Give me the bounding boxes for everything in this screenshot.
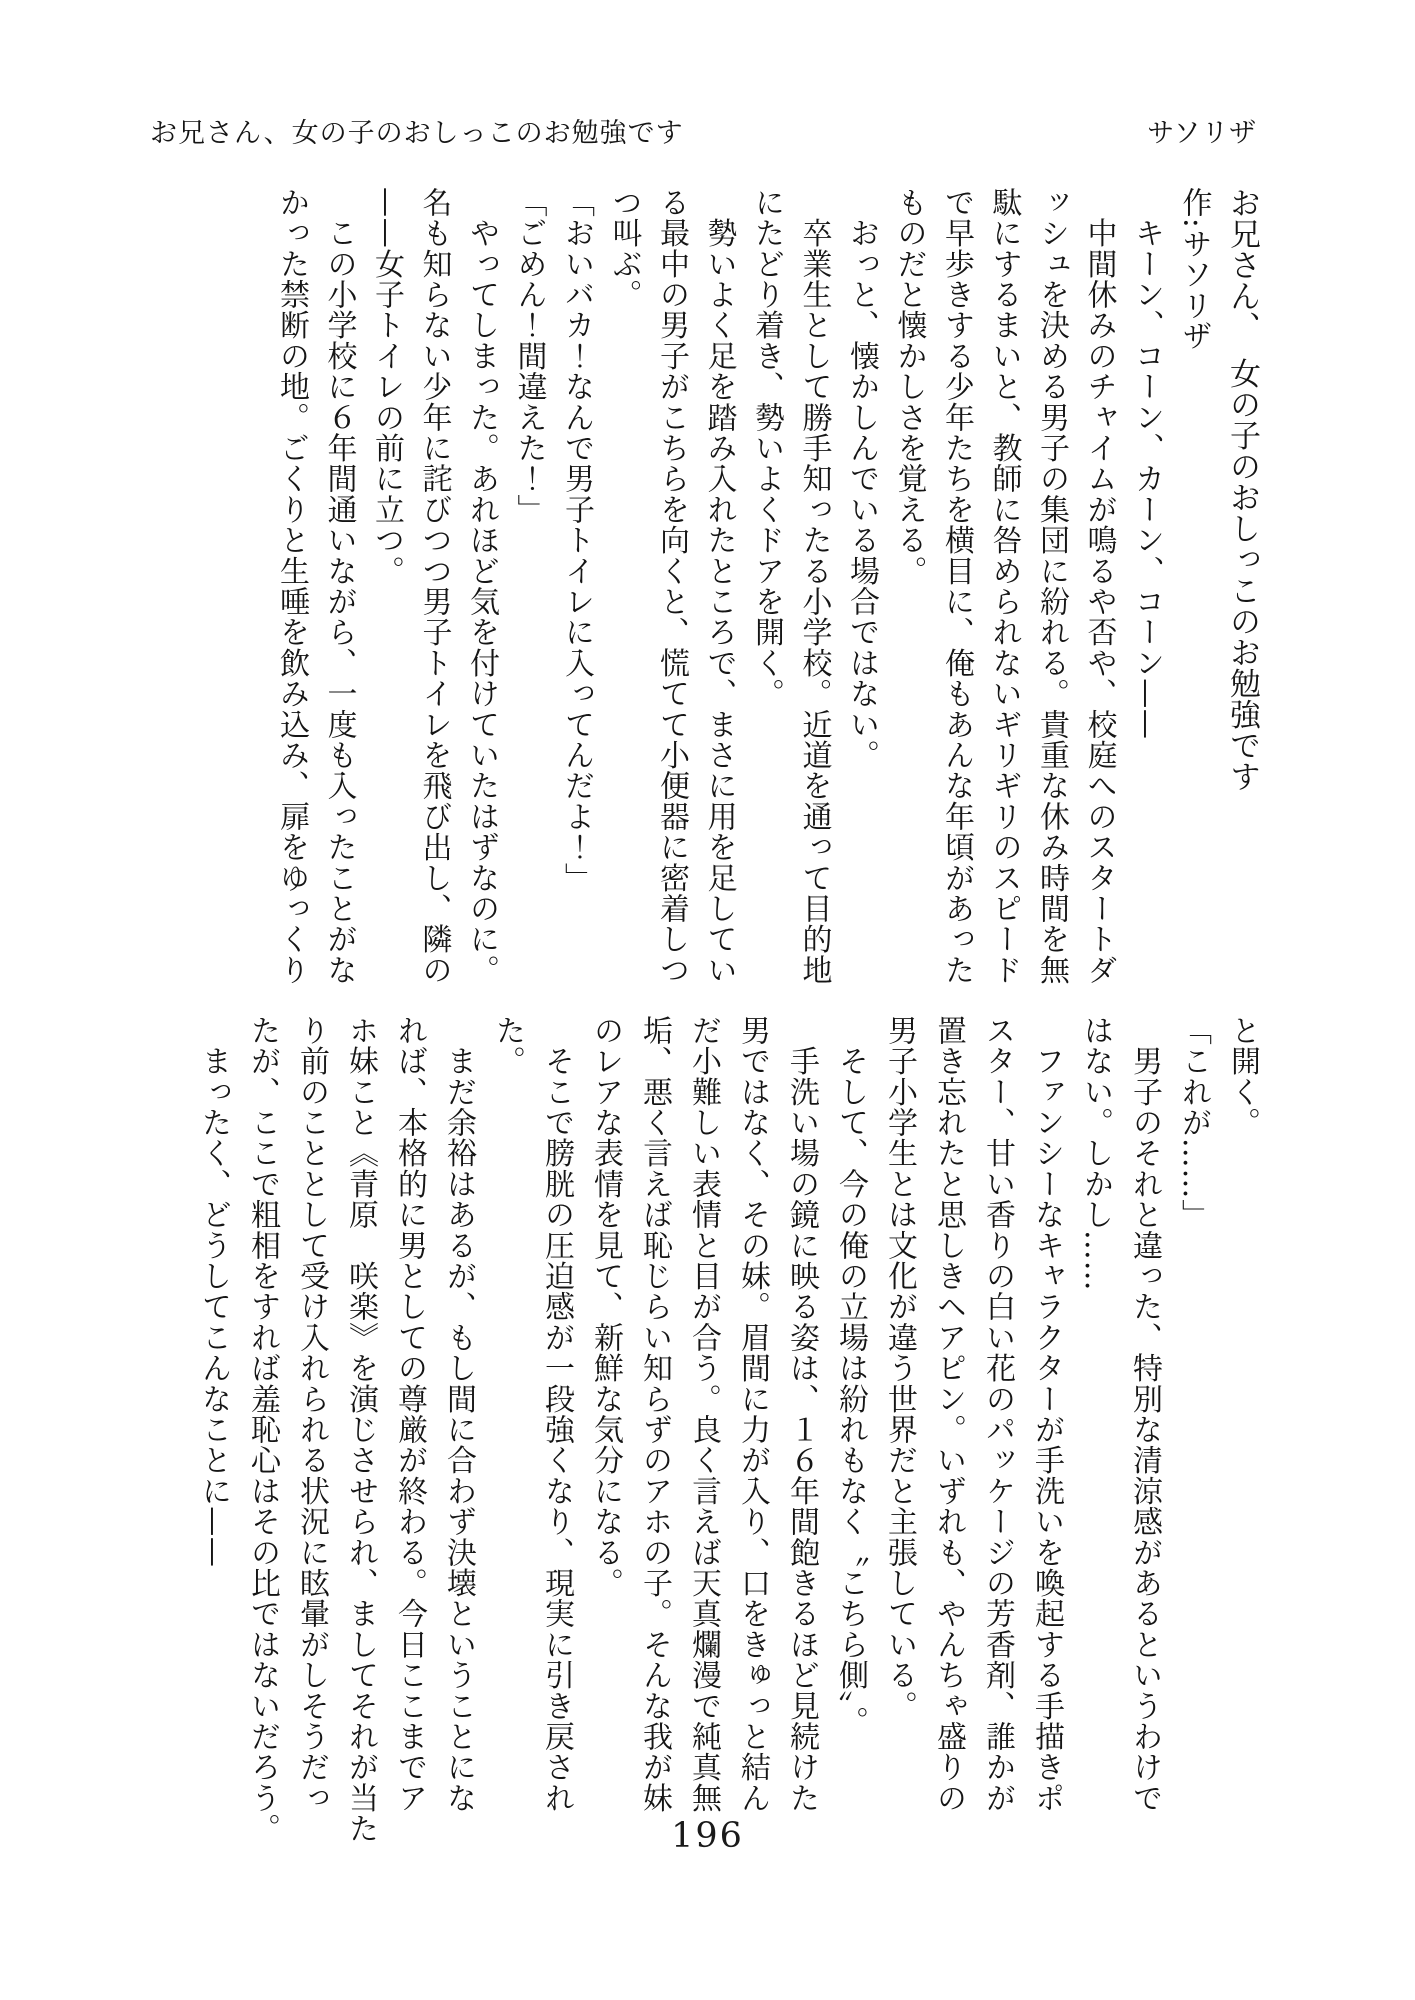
text-line: だ小難しい表情と目が合う。良く言えば天真爛漫で純真無	[686, 1015, 721, 1814]
text-line: にたどり着き、勢いよくドアを開く。	[749, 187, 784, 709]
text-line: 垢、悪く言えば恥じらい知らずのアホの子。そんな我が妹	[637, 1015, 672, 1814]
text-line: 駄にするまいと、教師に咎められないギリギリのスピード	[986, 187, 1022, 986]
text-line: 男子小学生とは文化が違う世界だと主張している。	[882, 1015, 917, 1722]
text-line: 置き忘れたと思しきヘアピン。いずれも、やんちゃ盛りの	[931, 1015, 966, 1814]
text-line: 中間休みのチャイムが鳴るや否や、校庭へのスタートダ	[1081, 187, 1117, 986]
text-block-top	[268, 187, 1266, 987]
text-line: まだ余裕はあるが、もし間に合わず決壊ということにな	[441, 1015, 476, 1814]
story-title: お兄さん、 女の子のおしっこのお勉強です	[1224, 187, 1260, 792]
text-line: で早歩きする少年たちを横目に、俺もあんな年頃があった	[939, 187, 974, 986]
text-line: キーン、コーン、カーン、コーン——	[1129, 187, 1164, 740]
text-line: れば、本格的に男としての尊厳が終わる。今日ここまでア	[392, 1015, 427, 1814]
text-line: た。	[490, 1015, 525, 1077]
text-line: ッシュを決める男子の集団に紛れる。貴重な休み時間を無	[1034, 187, 1069, 986]
text-line: り前のこととして受け入れられる状況に眩暈がしそうだっ	[294, 1015, 329, 1814]
text-line: おっと、懐かしんでいる場合ではない。	[844, 187, 879, 771]
text-line: 手洗い場の鏡に映る姿は、１６年間飽きるほど見続けた	[784, 1015, 819, 1814]
text-line: 男子のそれと違った、特別な清涼感があるというわけで	[1127, 1015, 1162, 1814]
text-line: この小学校に６年間通いながら、一度も入ったことがな	[321, 187, 357, 986]
text-line: スター、甘い香りの白い花のパッケージの芳香剤、誰かが	[980, 1015, 1015, 1814]
text-line: 「これが……」	[1176, 1015, 1211, 1230]
text-line: かった禁断の地。ごくりと生唾を飲み込み、扉をゆっくり	[274, 187, 309, 986]
text-line: ものだと懐かしさを覚える。	[891, 187, 927, 587]
text-line: やってしまった。あれほど気を付けていたはずなのに。	[464, 187, 499, 986]
header-title: お兄さん、女の子のおしっこのお勉強です	[150, 118, 684, 149]
text-line: と開く。	[1225, 1015, 1260, 1138]
text-line: 名も知らない少年に詫びつつ男子トイレを飛び出し、隣の	[416, 187, 452, 986]
text-line: たが、ここで粗相をすれば羞恥心はその比ではないだろう。	[245, 1015, 280, 1844]
page-number: 196	[671, 1816, 744, 1856]
text-line: 卒業生として勝手知ったる小学校。近道を通って目的地	[796, 187, 832, 986]
text-line: そこで膀胱の圧迫感が一段強くなり、現実に引き戻され	[539, 1015, 574, 1814]
text-line: そして、今の俺の立場は紛れもなく〝こちら側〟。	[833, 1015, 868, 1737]
text-line: ——女子トイレの前に立つ。	[369, 187, 404, 587]
text-line: ファンシーなキャラクターが手洗いを喚起する手描きポ	[1029, 1015, 1064, 1814]
header-author: サソリザ	[1147, 118, 1257, 149]
text-line: つ叫ぶ。	[606, 187, 642, 310]
text-line: 「おいバカ！なんで男子トイレに入ってんだよ！」	[559, 187, 594, 894]
text-line: はない。しかし……	[1078, 1015, 1113, 1292]
text-line: る最中の男子がこちらを向くと、慌てて小便器に密着しつ	[654, 187, 689, 986]
page-header	[150, 114, 1257, 154]
story-author: 作:サソリザ	[1176, 187, 1212, 352]
text-line: 勢いよく足を踏み入れたところで、まさに用を足してい	[701, 187, 737, 986]
text-line: 男ではなく、その妹。眉間に力が入り、口をきゅっと結ん	[735, 1015, 770, 1814]
text-line: ホ妹こと《青原 咲楽》を演じさせられ、ましてそれが当た	[343, 1015, 378, 1844]
text-line: 「ごめん！間違えた！」	[511, 187, 547, 525]
text-line: まったく、どうしてこんなことに——	[196, 1015, 231, 1568]
text-line: のレアな表情を見て、新鮮な気分になる。	[588, 1015, 623, 1599]
